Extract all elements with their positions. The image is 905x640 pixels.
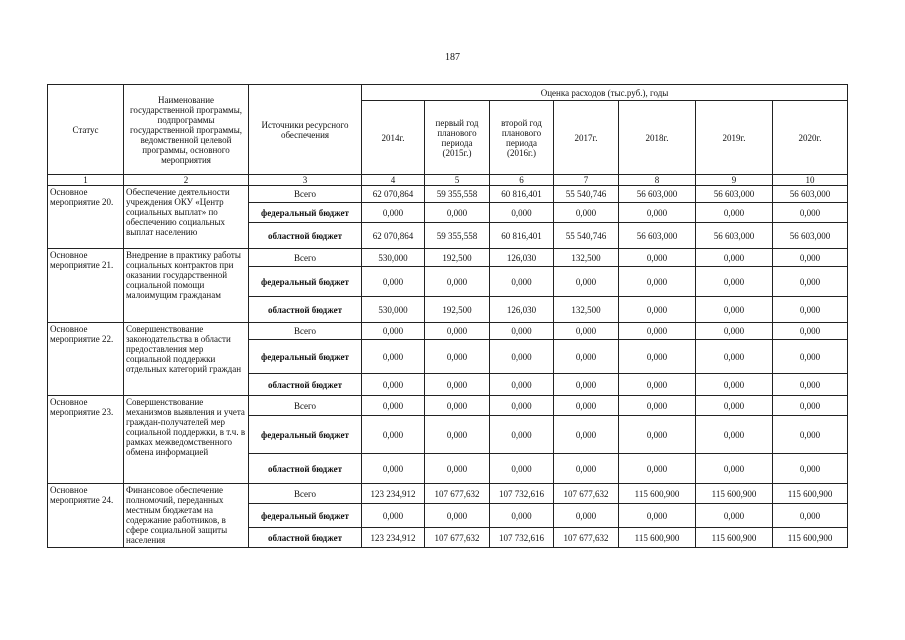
value-cell: 0,000 xyxy=(696,454,773,484)
value-cell: 0,000 xyxy=(619,203,696,223)
value-cell: 115 600,900 xyxy=(696,528,773,548)
source-cell: областной бюджет xyxy=(249,454,362,484)
value-cell: 0,000 xyxy=(425,374,490,396)
value-cell: 0,000 xyxy=(362,416,425,454)
column-number: 8 xyxy=(619,175,696,186)
value-cell: 0,000 xyxy=(696,249,773,267)
value-cell: 107 677,632 xyxy=(425,484,490,504)
value-cell: 55 540,746 xyxy=(554,186,619,203)
value-cell: 0,000 xyxy=(490,267,554,297)
budget-table xyxy=(47,84,848,548)
value-cell: 0,000 xyxy=(773,267,848,297)
source-cell: федеральный бюджет xyxy=(249,267,362,297)
header-year: первый год планового периода (2015г.) xyxy=(425,101,490,175)
value-cell: 132,500 xyxy=(554,249,619,267)
source-cell: областной бюджет xyxy=(249,528,362,548)
value-cell: 60 816,401 xyxy=(490,223,554,249)
source-cell: Всего xyxy=(249,249,362,267)
value-cell: 0,000 xyxy=(490,416,554,454)
value-cell: 0,000 xyxy=(773,454,848,484)
column-number: 6 xyxy=(490,175,554,186)
value-cell: 107 732,616 xyxy=(490,528,554,548)
value-cell: 62 070,864 xyxy=(362,223,425,249)
value-cell: 0,000 xyxy=(554,340,619,374)
source-cell: Всего xyxy=(249,484,362,504)
header-year: 2018г. xyxy=(619,101,696,175)
value-cell: 0,000 xyxy=(425,396,490,416)
column-number: 4 xyxy=(362,175,425,186)
value-cell: 0,000 xyxy=(619,340,696,374)
column-number: 1 xyxy=(48,175,124,186)
source-cell: Всего xyxy=(249,396,362,416)
value-cell: 0,000 xyxy=(773,323,848,340)
value-cell: 0,000 xyxy=(773,374,848,396)
value-cell: 0,000 xyxy=(362,396,425,416)
value-cell: 0,000 xyxy=(619,416,696,454)
source-cell: областной бюджет xyxy=(249,297,362,323)
page-number: 187 xyxy=(445,52,460,63)
source-cell: федеральный бюджет xyxy=(249,416,362,454)
table-row xyxy=(48,484,848,504)
table-row xyxy=(48,323,848,340)
value-cell: 0,000 xyxy=(425,340,490,374)
table-row xyxy=(48,249,848,267)
value-cell: 0,000 xyxy=(362,374,425,396)
value-cell: 0,000 xyxy=(362,203,425,223)
value-cell: 0,000 xyxy=(696,416,773,454)
value-cell: 115 600,900 xyxy=(696,484,773,504)
source-cell: федеральный бюджет xyxy=(249,203,362,223)
status-cell: Основное мероприятие 23. xyxy=(48,396,124,484)
header-estimate: Оценка расходов (тыс.руб.), годы xyxy=(362,85,848,101)
value-cell: 56 603,000 xyxy=(619,186,696,203)
value-cell: 56 603,000 xyxy=(773,223,848,249)
column-number: 9 xyxy=(696,175,773,186)
table-header xyxy=(48,85,848,186)
value-cell: 0,000 xyxy=(619,249,696,267)
program-name-cell: Финансовое обеспечение полномочий, переданных местным бюджетам на содержание работников, в сфере социальной защиты населения xyxy=(124,484,249,548)
value-cell: 0,000 xyxy=(696,323,773,340)
value-cell: 126,030 xyxy=(490,297,554,323)
value-cell: 0,000 xyxy=(554,203,619,223)
value-cell: 192,500 xyxy=(425,297,490,323)
value-cell: 0,000 xyxy=(619,396,696,416)
status-cell: Основное мероприятие 24. xyxy=(48,484,124,548)
value-cell: 115 600,900 xyxy=(773,528,848,548)
value-cell: 0,000 xyxy=(619,297,696,323)
status-cell: Основное мероприятие 22. xyxy=(48,323,124,396)
header-name: Наименование государственной программы, подпрограммы государственной программы, ведомственной целевой программы, основного мероприятия xyxy=(124,85,249,175)
value-cell: 0,000 xyxy=(490,504,554,528)
value-cell: 0,000 xyxy=(554,267,619,297)
value-cell: 132,500 xyxy=(554,297,619,323)
value-cell: 0,000 xyxy=(773,504,848,528)
value-cell: 59 355,558 xyxy=(425,186,490,203)
column-number: 2 xyxy=(124,175,249,186)
source-cell: областной бюджет xyxy=(249,223,362,249)
value-cell: 192,500 xyxy=(425,249,490,267)
value-cell: 0,000 xyxy=(696,340,773,374)
value-cell: 126,030 xyxy=(490,249,554,267)
value-cell: 0,000 xyxy=(490,203,554,223)
value-cell: 107 677,632 xyxy=(554,528,619,548)
header-year: 2019г. xyxy=(696,101,773,175)
source-cell: областной бюджет xyxy=(249,374,362,396)
header-status: Статус xyxy=(48,85,124,175)
value-cell: 0,000 xyxy=(696,203,773,223)
table-row xyxy=(48,396,848,416)
value-cell: 0,000 xyxy=(773,396,848,416)
program-name-cell: Обеспечение деятельности учреждения ОКУ «Центр социальных выплат» по обеспечению социальных выплат населению xyxy=(124,186,249,249)
value-cell: 0,000 xyxy=(490,396,554,416)
header-sources: Источники ресурсного обеспечения xyxy=(249,85,362,175)
value-cell: 0,000 xyxy=(362,267,425,297)
table-row xyxy=(48,186,848,203)
value-cell: 0,000 xyxy=(554,396,619,416)
value-cell: 0,000 xyxy=(490,454,554,484)
program-name-cell: Совершенствование механизмов выявления и учета граждан-получателей мер социальной поддержки, в т.ч. в рамках межведомственного обмена информацией xyxy=(124,396,249,484)
value-cell: 0,000 xyxy=(773,340,848,374)
value-cell: 115 600,900 xyxy=(619,528,696,548)
value-cell: 60 816,401 xyxy=(490,186,554,203)
value-cell: 107 677,632 xyxy=(554,484,619,504)
value-cell: 115 600,900 xyxy=(773,484,848,504)
value-cell: 0,000 xyxy=(362,323,425,340)
value-cell: 0,000 xyxy=(554,454,619,484)
source-cell: федеральный бюджет xyxy=(249,504,362,528)
status-cell: Основное мероприятие 20. xyxy=(48,186,124,249)
value-cell: 530,000 xyxy=(362,249,425,267)
value-cell: 0,000 xyxy=(425,416,490,454)
source-cell: Всего xyxy=(249,323,362,340)
value-cell: 62 070,864 xyxy=(362,186,425,203)
header-year: 2014г. xyxy=(362,101,425,175)
value-cell: 123 234,912 xyxy=(362,528,425,548)
value-cell: 0,000 xyxy=(773,297,848,323)
value-cell: 0,000 xyxy=(696,297,773,323)
value-cell: 0,000 xyxy=(696,396,773,416)
value-cell: 0,000 xyxy=(425,454,490,484)
source-cell: федеральный бюджет xyxy=(249,340,362,374)
value-cell: 0,000 xyxy=(696,504,773,528)
value-cell: 0,000 xyxy=(773,203,848,223)
value-cell: 0,000 xyxy=(362,504,425,528)
program-name-cell: Совершенствование законодательства в области предоставления мер социальной поддержки отдельных категорий граждан xyxy=(124,323,249,396)
value-cell: 0,000 xyxy=(362,454,425,484)
value-cell: 0,000 xyxy=(490,374,554,396)
value-cell: 0,000 xyxy=(490,340,554,374)
value-cell: 0,000 xyxy=(619,374,696,396)
value-cell: 0,000 xyxy=(619,267,696,297)
value-cell: 0,000 xyxy=(619,454,696,484)
value-cell: 0,000 xyxy=(619,323,696,340)
status-cell: Основное мероприятие 21. xyxy=(48,249,124,323)
value-cell: 0,000 xyxy=(554,504,619,528)
value-cell: 0,000 xyxy=(619,504,696,528)
source-cell: Всего xyxy=(249,186,362,203)
value-cell: 59 355,558 xyxy=(425,223,490,249)
value-cell: 56 603,000 xyxy=(696,186,773,203)
value-cell: 123 234,912 xyxy=(362,484,425,504)
value-cell: 0,000 xyxy=(696,374,773,396)
header-year: второй год планового периода (2016г.) xyxy=(490,101,554,175)
value-cell: 115 600,900 xyxy=(619,484,696,504)
program-name-cell: Внедрение в практику работы социальных контрактов при оказании государственной социальной помощи малоимущим гражданам xyxy=(124,249,249,323)
value-cell: 0,000 xyxy=(773,249,848,267)
value-cell: 0,000 xyxy=(490,323,554,340)
value-cell: 0,000 xyxy=(425,323,490,340)
value-cell: 0,000 xyxy=(362,340,425,374)
column-number-row xyxy=(48,175,848,186)
value-cell: 0,000 xyxy=(425,504,490,528)
value-cell: 0,000 xyxy=(554,416,619,454)
value-cell: 0,000 xyxy=(425,267,490,297)
value-cell: 530,000 xyxy=(362,297,425,323)
column-number: 3 xyxy=(249,175,362,186)
header-year: 2017г. xyxy=(554,101,619,175)
value-cell: 0,000 xyxy=(554,323,619,340)
table-body xyxy=(48,186,848,548)
value-cell: 56 603,000 xyxy=(696,223,773,249)
value-cell: 56 603,000 xyxy=(619,223,696,249)
value-cell: 55 540,746 xyxy=(554,223,619,249)
value-cell: 56 603,000 xyxy=(773,186,848,203)
column-number: 10 xyxy=(773,175,848,186)
value-cell: 107 677,632 xyxy=(425,528,490,548)
column-number: 5 xyxy=(425,175,490,186)
header-year: 2020г. xyxy=(773,101,848,175)
column-number: 7 xyxy=(554,175,619,186)
value-cell: 107 732,616 xyxy=(490,484,554,504)
value-cell: 0,000 xyxy=(425,203,490,223)
value-cell: 0,000 xyxy=(554,374,619,396)
value-cell: 0,000 xyxy=(773,416,848,454)
value-cell: 0,000 xyxy=(696,267,773,297)
